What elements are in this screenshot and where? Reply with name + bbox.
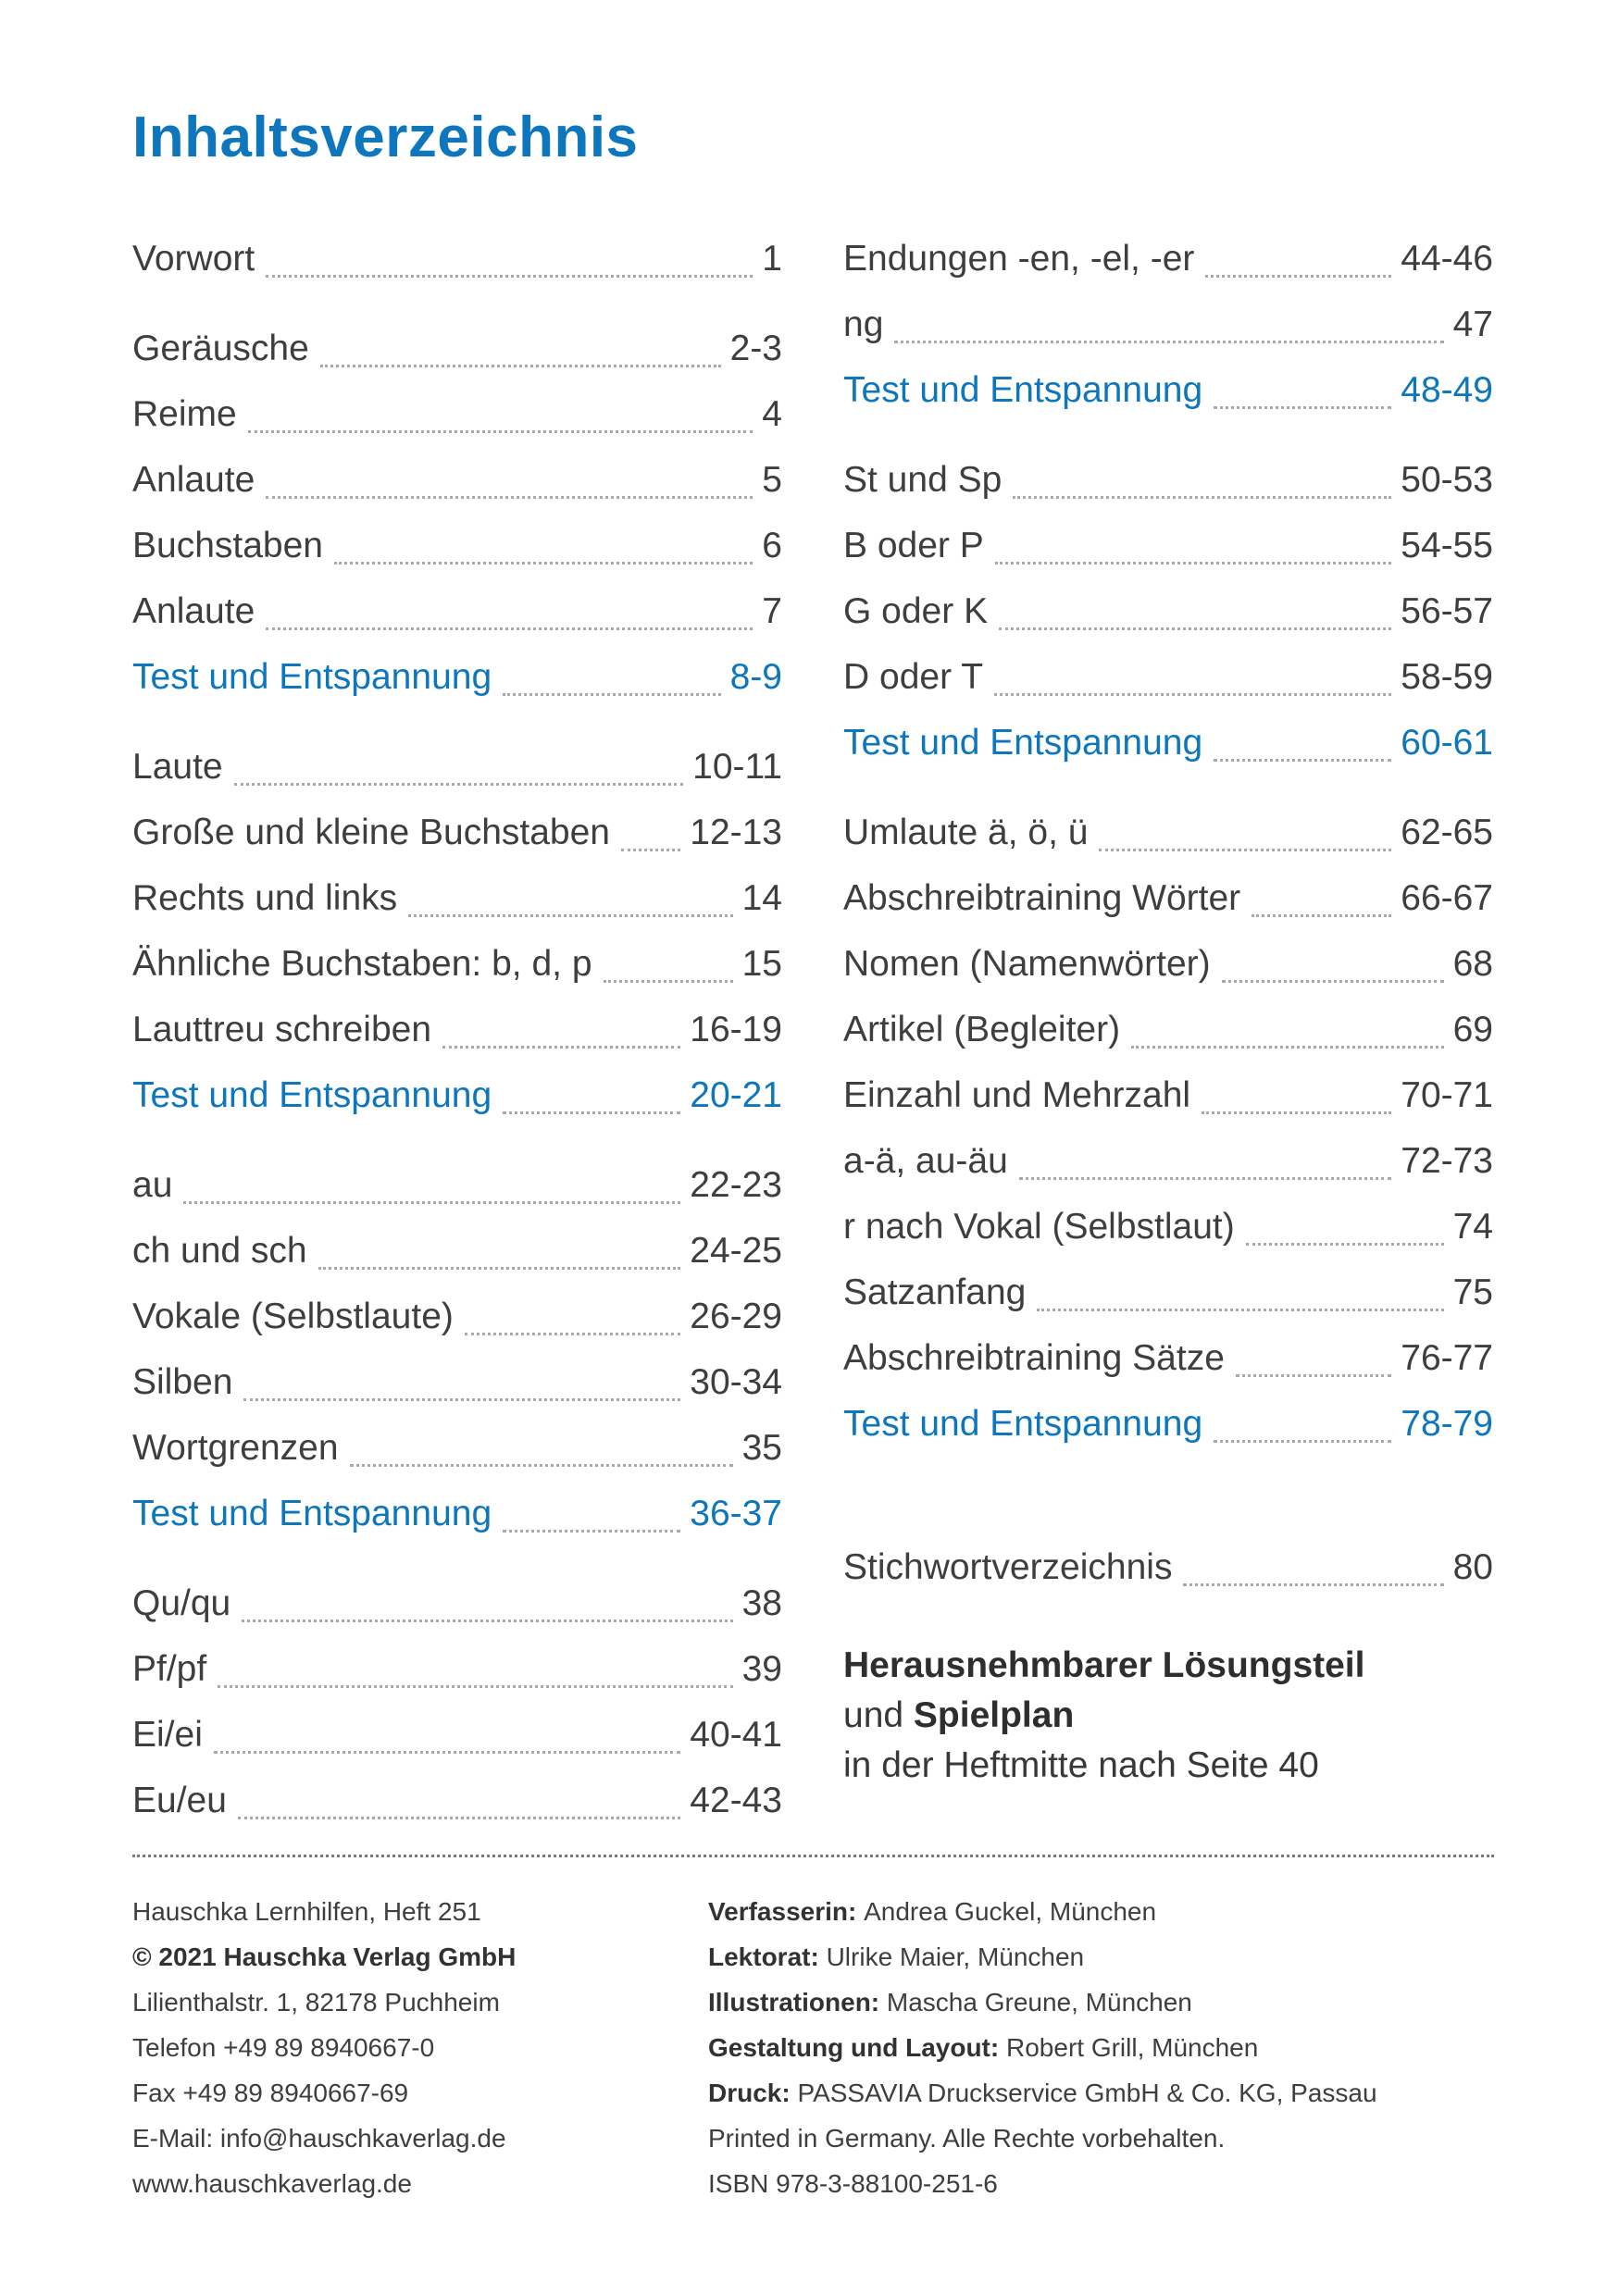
entry-label: Große und kleine Buchstaben	[132, 813, 610, 852]
footer-line: www.hauschkaverlag.de	[132, 2169, 412, 2198]
page-number: 8-9	[729, 657, 782, 697]
entry-label: Umlaute ä, ö, ü	[843, 813, 1089, 852]
entry-label: Test und Entspannung	[843, 723, 1203, 763]
dotted-leader	[1202, 1111, 1391, 1114]
toc-entry	[843, 1260, 1493, 1325]
credit-label: Druck:	[708, 2079, 798, 2107]
footer-credit-line: Lektorat: Ulrike Maier, München	[708, 1942, 1085, 1971]
dotted-leader	[266, 627, 753, 630]
entry-label: Laute	[132, 747, 223, 787]
toc-entry	[843, 865, 1493, 931]
page-number: 38	[741, 1583, 782, 1623]
toc-entry	[132, 1415, 782, 1481]
entry-label: au	[132, 1165, 173, 1205]
toc-column-right-rows	[843, 226, 1493, 1457]
entry-label: Ei/ei	[132, 1715, 203, 1755]
dotted-leader	[408, 914, 732, 917]
toc-entry	[843, 226, 1493, 292]
footer-credit-line: Printed in Germany. Alle Rechte vorbehalten.	[708, 2124, 1226, 2153]
entry-label: St und Sp	[843, 460, 1003, 500]
dotted-leader	[604, 980, 733, 983]
dotted-leader	[218, 1685, 732, 1688]
toc-entry	[843, 1325, 1493, 1391]
dotted-leader	[1131, 1046, 1444, 1049]
toc-entry	[843, 710, 1493, 776]
page-number: 2-3	[729, 329, 782, 368]
entry-label: Wortgrenzen	[132, 1428, 339, 1468]
entry-label: Lauttreu schreiben	[132, 1010, 432, 1049]
dotted-leader	[1214, 1440, 1391, 1443]
page-number: 75	[1452, 1272, 1493, 1312]
dotted-leader	[503, 1111, 680, 1114]
dotted-leader	[621, 849, 680, 851]
toc-entry	[132, 865, 782, 931]
page-number: 15	[741, 944, 782, 984]
dotted-leader	[234, 783, 684, 786]
toc-entry	[132, 1349, 782, 1415]
note-normal-text: und	[843, 1695, 914, 1735]
entry-label: Test und Entspannung	[132, 657, 492, 697]
note-line	[843, 1641, 1493, 1691]
entry-label: Test und Entspannung	[132, 1075, 492, 1115]
toc-entry	[843, 997, 1493, 1062]
dotted-leader	[1214, 759, 1391, 762]
toc-entry	[132, 800, 782, 865]
toc-entry	[132, 1481, 782, 1546]
footer-line: © 2021 Hauschka Verlag GmbH	[132, 1942, 517, 1971]
dotted-leader	[1013, 496, 1391, 499]
toc-entry	[132, 1768, 782, 1833]
footer-line: Fax +49 89 8940667-69	[132, 2079, 409, 2107]
toc-entry	[132, 578, 782, 644]
entry-label: Buchstaben	[132, 526, 323, 565]
toc-entry	[132, 381, 782, 447]
page-number: 14	[741, 878, 782, 918]
page-number: 60-61	[1401, 723, 1493, 763]
toc-entry	[843, 357, 1493, 423]
dotted-leader	[994, 693, 1391, 696]
footer-credit-line: ISBN 978-3-88100-251-6	[708, 2169, 998, 2198]
page-number: 1	[762, 239, 782, 279]
toc-column-right	[843, 226, 1493, 1833]
entry-label: Artikel (Begleiter)	[843, 1010, 1121, 1049]
entry-label: Einzahl und Mehrzahl	[843, 1075, 1191, 1115]
toc-entry	[843, 513, 1493, 578]
toc-entry-index	[843, 1534, 1493, 1600]
toc-entry	[843, 1062, 1493, 1128]
dotted-leader	[442, 1046, 680, 1049]
footer-credits	[708, 1889, 1494, 2206]
dotted-leader	[1205, 275, 1391, 278]
page-number: 10-11	[692, 747, 782, 787]
entry-label: Geräusche	[132, 329, 309, 368]
entry-label: Qu/qu	[132, 1583, 231, 1623]
page-number: 50-53	[1401, 460, 1493, 500]
entry-label: Nomen (Namenwörter)	[843, 944, 1211, 984]
dotted-leader	[183, 1201, 680, 1204]
footer-credit-line: Verfasserin: Andrea Guckel, München	[708, 1897, 1157, 1926]
page-number: 78-79	[1401, 1404, 1493, 1444]
dotted-leader	[320, 365, 721, 367]
page-number: 39	[741, 1649, 782, 1689]
credit-label: Illustrationen:	[708, 1988, 887, 2017]
removable-solutions-note	[843, 1641, 1493, 1791]
entry-label: Test und Entspannung	[132, 1494, 492, 1533]
entry-label: Anlaute	[132, 460, 255, 500]
dotted-leader	[995, 562, 1391, 565]
page-number: 70-71	[1401, 1075, 1493, 1115]
footer-divider	[132, 1855, 1494, 1857]
dotted-leader	[1183, 1583, 1443, 1586]
page-number: 58-59	[1401, 657, 1493, 697]
entry-label: Vorwort	[132, 239, 255, 279]
page-number: 30-34	[690, 1362, 782, 1402]
page-number: 12-13	[690, 813, 782, 852]
page-number: 68	[1452, 944, 1493, 984]
page-number: 44-46	[1401, 239, 1493, 279]
note-bold-text: Spielplan	[913, 1695, 1075, 1735]
toc-entry	[132, 1062, 782, 1128]
entry-label: Abschreibtraining Wörter	[843, 878, 1241, 918]
entry-label: Reime	[132, 394, 237, 434]
page-number: 20-21	[690, 1075, 782, 1115]
page-number: 54-55	[1401, 526, 1493, 565]
entry-label: Test und Entspannung	[843, 1404, 1203, 1444]
page-number: 26-29	[690, 1297, 782, 1336]
entry-label: a-ä, au-äu	[843, 1141, 1008, 1181]
dotted-leader	[503, 693, 720, 696]
note-line: in der Heftmitte nach Seite 40	[843, 1745, 1319, 1785]
page-number: 56-57	[1401, 591, 1493, 631]
dotted-leader	[465, 1333, 680, 1335]
toc-entry	[843, 800, 1493, 865]
dotted-leader	[238, 1817, 680, 1819]
dotted-leader	[1019, 1177, 1391, 1180]
entry-label: Pf/pf	[132, 1649, 207, 1689]
page-number: 72-73	[1401, 1141, 1493, 1181]
entry-label: Abschreibtraining Sätze	[843, 1338, 1225, 1378]
toc-entry	[132, 734, 782, 800]
toc-entry	[132, 1636, 782, 1702]
dotted-leader	[1222, 980, 1444, 983]
page-number: 22-23	[690, 1165, 782, 1205]
page-number: 69	[1452, 1010, 1493, 1049]
toc-entry	[132, 1284, 782, 1349]
page-title: Inhaltsverzeichnis	[132, 105, 639, 169]
page-footer	[132, 1855, 1494, 2206]
entry-label: Anlaute	[132, 591, 255, 631]
footer-line: Lilienthalstr. 1, 82178 Puchheim	[132, 1988, 500, 2017]
footer-line: Telefon +49 89 8940667-0	[132, 2033, 435, 2062]
entry-label: Silben	[132, 1362, 233, 1402]
dotted-leader	[243, 1398, 680, 1401]
toc-column-left	[132, 226, 782, 1833]
credit-label: Gestaltung und Layout:	[708, 2033, 1006, 2062]
toc-entry	[132, 997, 782, 1062]
dotted-leader	[248, 430, 753, 433]
entry-label: D oder T	[843, 657, 984, 697]
footer-publisher-info	[132, 1889, 708, 2206]
toc-entry	[132, 1702, 782, 1768]
dotted-leader	[214, 1751, 680, 1754]
entry-label: ch und sch	[132, 1231, 307, 1271]
toc-entry	[132, 513, 782, 578]
page-number: 4	[762, 394, 782, 434]
toc-entry	[843, 931, 1493, 997]
entry-label: G oder K	[843, 591, 989, 631]
toc-entry	[843, 292, 1493, 357]
toc-entry	[132, 1218, 782, 1284]
page-number: 76-77	[1401, 1338, 1493, 1378]
page-number: 24-25	[690, 1231, 782, 1271]
toc-entry	[132, 447, 782, 513]
entry-label: ng	[843, 304, 884, 344]
entry-label: Test und Entspannung	[843, 370, 1203, 410]
dotted-leader	[503, 1530, 680, 1533]
entry-label: Satzanfang	[843, 1272, 1027, 1312]
footer-credit-line: Illustrationen: Mascha Greune, München	[708, 1988, 1192, 2017]
footer-credit-line: Druck: PASSAVIA Druckservice GmbH & Co. KG, Passau	[708, 2079, 1377, 2107]
page-number: 35	[741, 1428, 782, 1468]
toc-entry	[843, 644, 1493, 710]
dotted-leader	[266, 496, 753, 499]
toc-entry	[843, 1128, 1493, 1194]
toc-entry	[843, 578, 1493, 644]
dotted-leader	[1214, 406, 1391, 409]
toc-entry	[843, 1194, 1493, 1260]
dotted-leader	[1236, 1374, 1391, 1377]
toc-entry	[132, 316, 782, 381]
toc-entry	[132, 1570, 782, 1636]
footer-credit-line: Gestaltung und Layout: Robert Grill, München	[708, 2033, 1259, 2062]
page-number: 47	[1452, 304, 1493, 344]
entry-label: Stichwortverzeichnis	[843, 1547, 1173, 1587]
toc-entry	[843, 1391, 1493, 1457]
dotted-leader	[1246, 1243, 1444, 1246]
dotted-leader	[1099, 849, 1391, 851]
footer-line: E-Mail: info@hauschkaverlag.de	[132, 2124, 506, 2153]
entry-label: Rechts und links	[132, 878, 398, 918]
page-number: 42-43	[690, 1781, 782, 1820]
dotted-leader	[1037, 1309, 1443, 1311]
page-number: 66-67	[1401, 878, 1493, 918]
page-number: 80	[1452, 1547, 1493, 1587]
dotted-leader	[999, 627, 1391, 630]
page-number: 5	[762, 460, 782, 500]
toc-entry	[843, 447, 1493, 513]
dotted-leader	[350, 1464, 733, 1467]
footer-line: Hauschka Lernhilfen, Heft 251	[132, 1897, 481, 1926]
dotted-leader	[318, 1267, 681, 1270]
dotted-leader	[1252, 914, 1391, 917]
toc-entry	[132, 226, 782, 292]
toc-entry	[132, 931, 782, 997]
dotted-leader	[266, 275, 753, 278]
entry-label: Eu/eu	[132, 1781, 227, 1820]
entry-label: Vokale (Selbstlaute)	[132, 1297, 454, 1336]
note-bold-text: Herausnehmbarer Lösungsteil	[843, 1645, 1365, 1685]
page-number: 40-41	[690, 1715, 782, 1755]
page-number: 74	[1452, 1207, 1493, 1247]
page-number: 6	[762, 526, 782, 565]
credit-label: Verfasserin:	[708, 1897, 865, 1926]
dotted-leader	[894, 341, 1443, 343]
entry-label: r nach Vokal (Selbstlaut)	[843, 1207, 1235, 1247]
entry-label: Ähnliche Buchstaben: b, d, p	[132, 944, 592, 984]
note-line	[843, 1691, 1493, 1741]
page-number: 62-65	[1401, 813, 1493, 852]
page-number: 16-19	[690, 1010, 782, 1049]
page-number: 7	[762, 591, 782, 631]
entry-label: B oder P	[843, 526, 984, 565]
credit-label: Lektorat:	[708, 1942, 827, 1971]
toc-columns	[132, 226, 1494, 1833]
entry-label: Endungen -en, -el, -er	[843, 239, 1195, 279]
toc-entry	[132, 644, 782, 710]
dotted-leader	[242, 1620, 732, 1622]
toc-entry	[132, 1152, 782, 1218]
footer-columns	[132, 1889, 1494, 2206]
dotted-leader	[334, 562, 753, 565]
page-number: 48-49	[1401, 370, 1493, 410]
page-number: 36-37	[690, 1494, 782, 1533]
